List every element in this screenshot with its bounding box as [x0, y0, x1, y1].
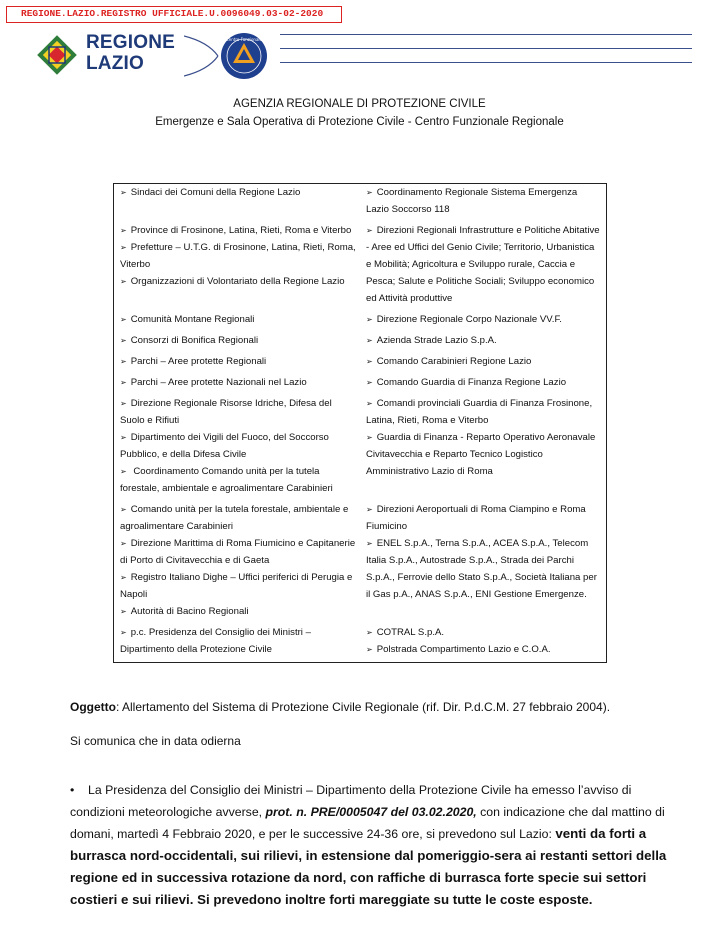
recipient-text: Guardia di Finanza - Reparto Operativo Aeronavale Civitavecchia e Reparto Tecnico Logistico Amministrativo Lazio di Roma: [366, 432, 596, 477]
arrow-bullet-icon: ➢: [120, 505, 127, 514]
recipient-text: p.c. Presidenza del Consiglio dei Ministri – Dipartimento della Protezione Civile: [120, 627, 311, 655]
recipient-item: [366, 395, 602, 429]
recipient-text: Dipartimento dei Vigili del Fuoco, del Soccorso Pubblico, e della Difesa Civile: [120, 432, 329, 460]
recipients-cell-left: [114, 353, 361, 374]
arrow-bullet-icon: ➢: [120, 378, 127, 387]
recipient-item: [120, 332, 356, 349]
recipient-text: Direzioni Aeroportuali di Roma Ciampino e Roma Fiumicino: [366, 504, 586, 532]
recipient-text: Prefetture – U.T.G. di Frosinone, Latina, Rieti, Roma, Viterbo: [120, 242, 356, 270]
arrow-bullet-icon: ➢: [366, 433, 373, 442]
arrow-bullet-icon: ➢: [366, 315, 373, 324]
subject-label: Oggetto: [70, 700, 116, 714]
recipients-cell-left: [114, 501, 361, 624]
recipient-text: Direzione Marittima di Roma Fiumicino e Capitanerie di Porto di Civitavecchia e di Gaeta: [120, 538, 356, 566]
recipient-item: [366, 624, 602, 641]
arrow-bullet-icon: ➢: [366, 539, 373, 548]
recipient-text: Comando Carabinieri Regione Lazio: [376, 356, 532, 367]
recipient-text: Registro Italiano Dighe – Uffici periferici di Perugia e Napoli: [120, 572, 353, 600]
protezione-civile-emblem-icon: [220, 32, 268, 80]
recipient-item: [366, 641, 602, 658]
recipients-cell-left: [114, 311, 361, 332]
recipient-text: Comandi provinciali Guardia di Finanza Frosinone, Latina, Rieti, Roma e Viterbo: [366, 398, 593, 426]
recipient-item: [120, 603, 356, 620]
recipient-text: Azienda Strade Lazio S.p.A.: [376, 335, 497, 346]
recipients-cell-right: [360, 311, 607, 332]
swoosh-decoration-icon: [184, 32, 220, 78]
subject-line: [70, 700, 610, 714]
recipients-cell-left: [114, 374, 361, 395]
arrow-bullet-icon: ➢: [366, 378, 373, 387]
subject-text: : Allertamento del Sistema di Protezione Civile Regionale (rif. Dir. P.d.C.M. 27 febbraio 2004).: [116, 700, 611, 714]
recipients-row: [114, 184, 607, 223]
recipient-item: [366, 184, 602, 218]
recipients-cell-right: [360, 222, 607, 311]
recipient-item: [120, 222, 356, 239]
arrow-bullet-icon: ➢: [120, 277, 127, 286]
recipients-cell-right: [360, 624, 607, 663]
recipient-item: [366, 429, 602, 480]
recipients-row: [114, 395, 607, 501]
recipients-row: [114, 353, 607, 374]
agency-title: AGENZIA REGIONALE DI PROTEZIONE CIVILE: [233, 98, 486, 110]
arrow-bullet-icon: ➢: [366, 336, 373, 345]
recipient-text: Organizzazioni di Volontariato della Regione Lazio: [130, 276, 345, 287]
arrow-bullet-icon: ➢: [366, 505, 373, 514]
recipient-text: Comando unità per la tutela forestale, ambientale e agroalimentare Carabinieri: [120, 504, 349, 532]
recipients-row: [114, 624, 607, 663]
arrow-bullet-icon: ➢: [120, 573, 127, 582]
agency-subtitle: Emergenze e Sala Operativa di Protezione Civile - Centro Funzionale Regionale: [155, 116, 564, 128]
recipients-cell-right: [360, 184, 607, 223]
recipient-item: [120, 353, 356, 370]
recipients-cell-right: [360, 501, 607, 624]
recipient-item: [120, 239, 356, 273]
intro-text: Si comunica che in data odierna: [70, 734, 241, 748]
alert-paragraph: [70, 779, 670, 911]
recipient-item: [366, 222, 602, 307]
recipients-row: [114, 374, 607, 395]
arrow-bullet-icon: ➢: [366, 357, 373, 366]
recipient-item: [120, 569, 356, 603]
arrow-bullet-icon: ➢: [366, 226, 373, 235]
recipient-item: [120, 624, 356, 658]
arrow-bullet-icon: ➢: [366, 645, 373, 654]
recipient-item: [120, 184, 356, 201]
recipients-cell-right: [360, 374, 607, 395]
recipient-text: ENEL S.p.A., Terna S.p.A., ACEA S.p.A., Telecom Italia S.p.A., Autostrade S.p.A., Strada dei Parchi S.p.A., Ferrovie dello Stato S.p.A., Società Italiana per il Gas p.A., ANAS S.p.A., ENI Gestione Emergenze.: [366, 538, 597, 600]
recipients-cell-left: [114, 222, 361, 311]
recipient-item: [366, 501, 602, 535]
recipient-text: Direzioni Regionali Infrastrutture e Politiche Abitative - Aree ed Uffici del Genio Civile; Territorio, Urbanistica e Mobilità; Agricoltura e Sviluppo rurale, Caccia e Pesca; Salute e Politiche Sociali; Sviluppo economico ed Attività produttive: [366, 225, 600, 304]
arrow-bullet-icon: ➢: [120, 433, 127, 442]
recipients-cell-right: [360, 395, 607, 501]
recipient-text: Parchi – Aree protette Regionali: [130, 356, 267, 367]
arrow-bullet-icon: ➢: [120, 188, 127, 197]
letterhead: [34, 30, 694, 80]
arrow-bullet-icon: ➢: [120, 226, 127, 235]
recipient-item: [120, 395, 356, 429]
arrow-bullet-icon: ➢: [120, 607, 127, 616]
recipient-text: Parchi – Aree protette Nazionali nel Lazio: [130, 377, 307, 388]
arrow-bullet-icon: ➢: [120, 315, 127, 324]
recipient-item: [120, 535, 356, 569]
arrow-bullet-icon: ➢: [366, 188, 373, 197]
protocol-reference: prot. n. PRE/0005047 del 03.02.2020,: [265, 805, 477, 819]
recipient-item: [366, 353, 602, 370]
arrow-bullet-icon: ➢: [120, 628, 127, 637]
regione-lazio-emblem-icon: [34, 32, 80, 78]
recipient-item: [366, 535, 602, 603]
recipient-text: Consorzi di Bonifica Regionali: [130, 335, 259, 346]
arrow-bullet-icon: ➢: [120, 467, 127, 476]
recipient-text: Autorità di Bacino Regionali: [130, 606, 249, 617]
alert-forecast-bold: venti da forti a burrasca nord-occidentali, sui rilievi, in estensione dal pomeriggio-sera ai restanti settori della regione ed in successiva rotazione da nord, con raffiche di burrasca forte specie sui settori costieri e sui rilievi. Si prevedono inoltre forti mareggiate su tutte le coste esposte.: [70, 826, 667, 907]
alert-part-1: La Presidenza del Consiglio dei Ministri – Dipartimento della Protezione Civile ha emesso l’avviso di condizioni meteorologiche avverse,: [70, 783, 632, 819]
bullet-icon: •: [70, 783, 75, 797]
recipient-text: Province di Frosinone, Latina, Rieti, Roma e Viterbo: [130, 225, 352, 236]
header-rules: [280, 34, 692, 76]
recipients-cell-left: [114, 184, 361, 223]
brand-name: [86, 32, 175, 74]
recipient-text: Coordinamento Comando unità per la tutela forestale, ambientale e agroalimentare Carabinieri: [120, 466, 333, 494]
arrow-bullet-icon: ➢: [120, 357, 127, 366]
recipient-text: Comunità Montane Regionali: [130, 314, 255, 325]
recipient-text: Direzione Regionale Corpo Nazionale VV.F.: [376, 314, 562, 325]
recipients-row: [114, 332, 607, 353]
recipient-text: Coordinamento Regionale Sistema Emergenza Lazio Soccorso 118: [366, 187, 578, 215]
recipient-item: [120, 273, 356, 290]
recipients-cell-right: [360, 332, 607, 353]
recipients-cell-left: [114, 332, 361, 353]
recipient-item: [120, 311, 356, 328]
brand-line-2: LAZIO: [86, 53, 144, 74]
recipient-text: Direzione Regionale Risorse Idriche, Difesa del Suolo e Rifiuti: [120, 398, 332, 426]
recipient-item: [366, 332, 602, 349]
recipient-item: [120, 463, 356, 497]
recipients-table: [113, 183, 607, 663]
recipients-row: [114, 501, 607, 624]
arrow-bullet-icon: ➢: [366, 399, 373, 408]
recipient-text: COTRAL S.p.A.: [376, 627, 445, 638]
recipients-row: [114, 222, 607, 311]
arrow-bullet-icon: ➢: [120, 243, 127, 252]
recipient-item: [120, 374, 356, 391]
arrow-bullet-icon: ➢: [366, 628, 373, 637]
recipients-cell-left: [114, 395, 361, 501]
recipient-text: Polstrada Compartimento Lazio e C.O.A.: [376, 644, 551, 655]
recipient-text: Sindaci dei Comuni della Regione Lazio: [130, 187, 301, 198]
recipient-item: [366, 311, 602, 328]
arrow-bullet-icon: ➢: [120, 336, 127, 345]
recipient-item: [120, 501, 356, 535]
arrow-bullet-icon: ➢: [120, 399, 127, 408]
protocol-stamp: REGIONE.LAZIO.REGISTRO UFFICIALE.U.0096049.03-02-2020: [6, 6, 342, 23]
svg-text:Centro Funzionale: Centro Funzionale: [225, 37, 263, 42]
alert-part-2: con indicazione che dal mattino di domani, martedì 4 Febbraio 2020, e per le successive 24-36 ore, si prevedono sul Lazio:: [70, 805, 665, 841]
arrow-bullet-icon: ➢: [120, 539, 127, 548]
recipient-text: Comando Guardia di Finanza Regione Lazio: [376, 377, 567, 388]
brand-line-1: REGIONE: [86, 32, 176, 53]
recipient-item: [366, 374, 602, 391]
recipients-cell-right: [360, 353, 607, 374]
recipients-cell-left: [114, 624, 361, 663]
recipient-item: [120, 429, 356, 463]
recipients-row: [114, 311, 607, 332]
